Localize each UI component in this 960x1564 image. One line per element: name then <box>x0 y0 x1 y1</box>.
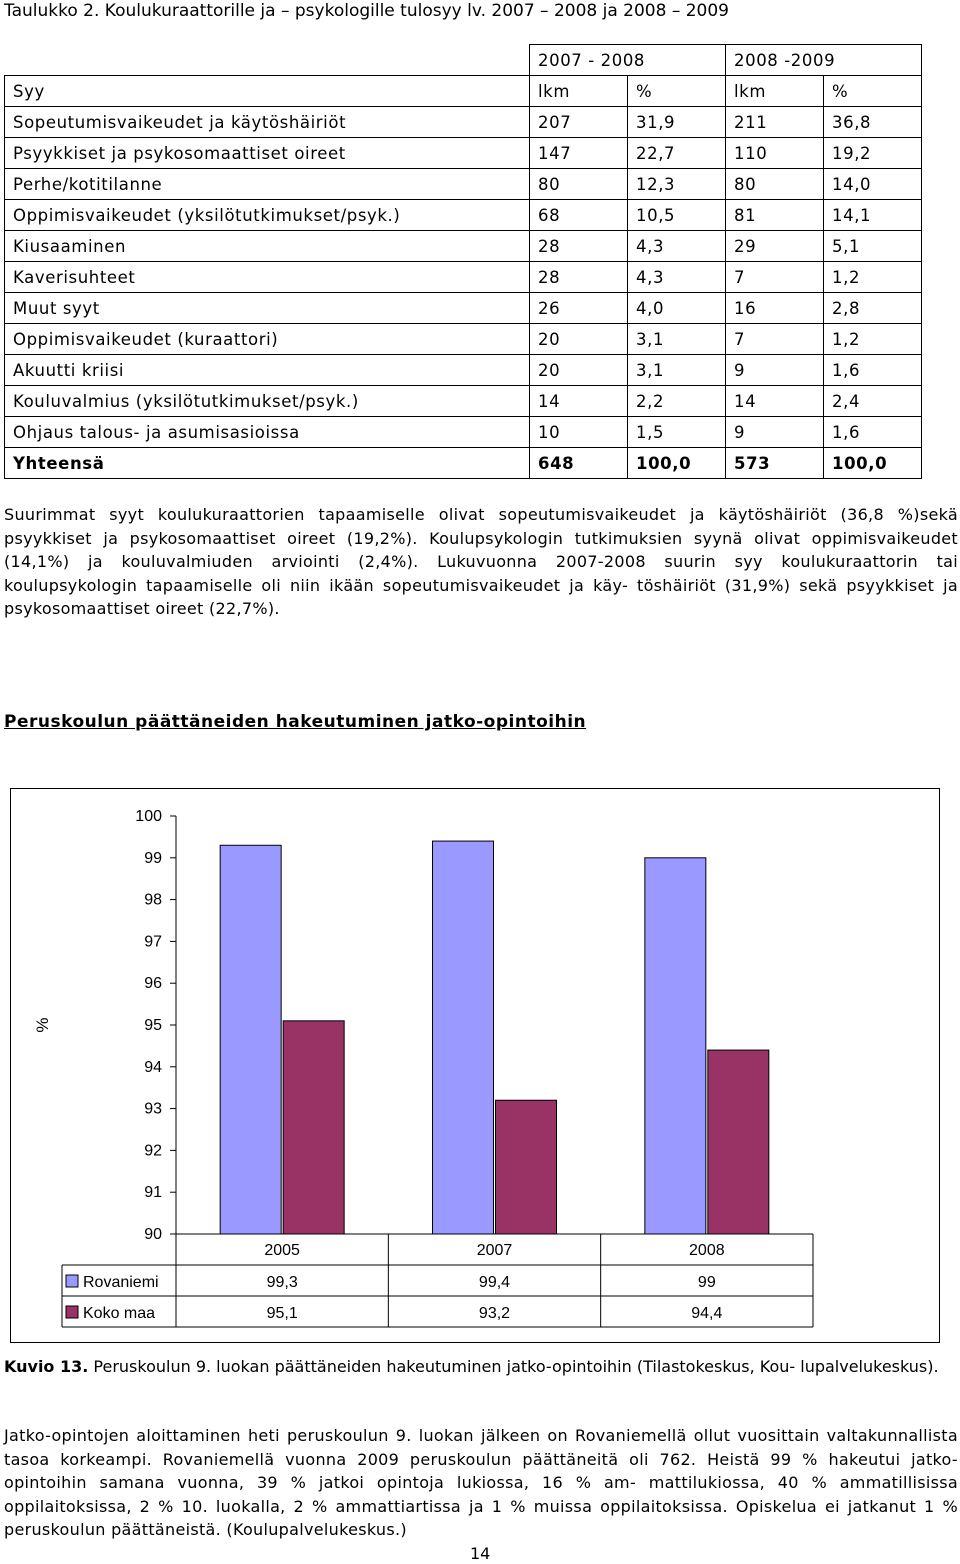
table-row-label: Oppimisvaikeudet (kuraattori) <box>5 324 530 355</box>
table-row-label: Kiusaaminen <box>5 231 530 262</box>
table-row-label: Ohjaus talous- ja asumisasioissa <box>5 417 530 448</box>
table-cell: 1,2 <box>824 262 922 293</box>
figure-caption <box>4 1355 958 1378</box>
table-row-label: Perhe/kotitilanne <box>5 169 530 200</box>
figure-caption-label: Kuvio 13. <box>4 1357 89 1376</box>
chart-svg <box>10 788 940 1343</box>
section-title: Peruskoulun päättäneiden hakeutuminen jatko-opintoihin <box>4 712 587 732</box>
y-tick-label: 95 <box>144 1017 162 1034</box>
table-cell: 211 <box>726 107 824 138</box>
bar-koko-maa <box>496 1100 557 1234</box>
data-label: 99,3 <box>266 1274 298 1291</box>
table-column-header: lkm <box>530 76 628 107</box>
bar-rovaniemi <box>433 841 494 1234</box>
legend-label: Rovaniemi <box>83 1274 159 1291</box>
jatko-opinnot-chart <box>10 788 940 1343</box>
table-row <box>5 293 922 324</box>
table-cell: 7 <box>726 324 824 355</box>
page-number: 14 <box>470 1544 491 1563</box>
table-cell: 5,1 <box>824 231 922 262</box>
table-caption: Taulukko 2. Koulukuraattorille ja – psykologille tulosyy lv. 2007 – 2008 ja 2008 – 2009 <box>4 1 729 21</box>
table-row-label: Akuutti kriisi <box>5 355 530 386</box>
table-cell: 4,0 <box>628 293 726 324</box>
table-cell: 110 <box>726 138 824 169</box>
table-cell: 10 <box>530 417 628 448</box>
table-column-header: lkm <box>726 76 824 107</box>
y-tick-label: 92 <box>144 1142 162 1160</box>
y-axis-label: % <box>33 1017 52 1033</box>
table-column-header-row <box>5 76 922 107</box>
data-label: 95,1 <box>266 1305 298 1322</box>
table-row-label: Sopeutumisvaikeudet ja käytöshäiriöt <box>5 107 530 138</box>
table-cell: 20 <box>530 355 628 386</box>
bar-rovaniemi <box>645 858 706 1234</box>
y-tick-label: 96 <box>144 975 162 993</box>
table-cell: 19,2 <box>824 138 922 169</box>
y-tick-label: 100 <box>135 808 162 825</box>
table-cell: 207 <box>530 107 628 138</box>
table-row-label: Kouluvalmius (yksilötutkimukset/psyk.) <box>5 386 530 417</box>
table-cell: 2,2 <box>628 386 726 417</box>
table-cell: 36,8 <box>824 107 922 138</box>
table-row <box>5 169 922 200</box>
table-cell: 7 <box>726 262 824 293</box>
table-period-header-row <box>5 45 922 76</box>
table-row-label: Psyykkiset ja psykosomaattiset oireet <box>5 138 530 169</box>
table-row-label: Muut syyt <box>5 293 530 324</box>
table-row <box>5 200 922 231</box>
table-cell: 3,1 <box>628 324 726 355</box>
table-cell: 31,9 <box>628 107 726 138</box>
table-row-label: Kaverisuhteet <box>5 262 530 293</box>
bar-koko-maa <box>283 1021 344 1234</box>
table-cell: 22,7 <box>628 138 726 169</box>
table-cell: 2,4 <box>824 386 922 417</box>
table-total-cell: 100,0 <box>628 448 726 479</box>
table-cell: 14,1 <box>824 200 922 231</box>
table-row <box>5 386 922 417</box>
table-row <box>5 355 922 386</box>
data-label: 99,4 <box>478 1274 511 1291</box>
table-cell: 14 <box>530 386 628 417</box>
table-corner-cell <box>5 45 530 76</box>
x-category-label: 2008 <box>689 1242 725 1259</box>
bar-rovaniemi <box>220 845 281 1234</box>
table-cell: 68 <box>530 200 628 231</box>
table-cell: 80 <box>530 169 628 200</box>
table-row <box>5 138 922 169</box>
table-row-label: Oppimisvaikeudet (yksilötutkimukset/psyk.) <box>5 200 530 231</box>
data-label: 99 <box>697 1274 716 1291</box>
table-cell: 1,2 <box>824 324 922 355</box>
table-cell: 20 <box>530 324 628 355</box>
y-tick-label: 99 <box>144 849 162 867</box>
table-column-header: Syy <box>5 76 530 107</box>
table-cell: 80 <box>726 169 824 200</box>
legend-swatch-koko-maa <box>66 1306 78 1318</box>
table-period-header: 2008 -2009 <box>726 45 922 76</box>
table-cell: 2,8 <box>824 293 922 324</box>
table-cell: 1,6 <box>824 355 922 386</box>
tulosyy-table <box>4 44 922 479</box>
table-cell: 1,6 <box>824 417 922 448</box>
table-total-cell: 100,0 <box>824 448 922 479</box>
data-label: 94,4 <box>691 1305 723 1322</box>
legend-label: Koko maa <box>83 1305 156 1322</box>
table-row <box>5 324 922 355</box>
x-category-label: 2005 <box>264 1242 300 1259</box>
table-cell: 26 <box>530 293 628 324</box>
table-total-cell: 648 <box>530 448 628 479</box>
figure-caption-text: Peruskoulun 9. luokan päättäneiden hakeutuminen jatko-opintoihin (Tilastokeskus, Kou- lupalvelukeskus). <box>88 1357 939 1376</box>
table-cell: 29 <box>726 231 824 262</box>
table-total-cell: 573 <box>726 448 824 479</box>
bar-koko-maa <box>708 1050 769 1234</box>
table-cell: 14 <box>726 386 824 417</box>
table-cell: 81 <box>726 200 824 231</box>
table-cell: 9 <box>726 417 824 448</box>
table-total-label: Yhteensä <box>5 448 530 479</box>
table-cell: 4,3 <box>628 231 726 262</box>
table-cell: 10,5 <box>628 200 726 231</box>
table-cell: 28 <box>530 262 628 293</box>
y-tick-label: 91 <box>144 1184 162 1202</box>
y-tick-label: 97 <box>144 933 162 951</box>
table-cell: 1,5 <box>628 417 726 448</box>
paragraph-jatko-opinnot: Jatko-opintojen aloittaminen heti peruskoulun 9. luokan jälkeen on Rovaniemellä ollut vuosittain valtakunnallista tasoa korkeampi. Rovaniemellä vuonna 2009 peruskoulun päättäneitä oli 762. Heistä 99 % hakeutui jatko-opintoihin samana vuonna, 39 % jatkoi opintoja lukiossa, 16 % am- mattilukiossa, 40 % ammatillisissa oppilaitoksissa, 2 % 10. luokalla, 2 % ammattiartissa ja 1 % muissa oppilaitoksissa. Opiskelua ei jatkanut 1 % peruskoulun päättäneistä. (Koulupalvelukeskus.) <box>4 1426 958 1539</box>
table-row <box>5 107 922 138</box>
table-row <box>5 262 922 293</box>
legend-swatch-rovaniemi <box>66 1275 78 1287</box>
y-tick-label: 98 <box>144 891 162 909</box>
x-category-label: 2007 <box>476 1242 513 1259</box>
table-cell: 16 <box>726 293 824 324</box>
table-row <box>5 231 922 262</box>
table-period-header: 2007 - 2008 <box>530 45 726 76</box>
y-tick-label: 93 <box>144 1100 162 1118</box>
data-label: 93,2 <box>478 1305 511 1322</box>
table-cell: 3,1 <box>628 355 726 386</box>
paragraph-tulosyyt: Suurimmat syyt koulukuraattorien tapaamiselle olivat sopeutumisvaikeudet ja käytöshäiriöt (36,8 %)sekä psyykkiset ja psykosomaattiset oireet (19,2%). Koulupsykologin tutkimuksien syynä olivat oppimisvaikeudet (14,1%) ja kouluvalmiuden arviointi (2,4%). Lukuvuonna 2007-2008 suurin syy koulukuraattorin tai koulupsykologin tapaamiselle oli niin ikään sopeutumisvaikeudet ja käy- töshäiriöt (31,9%) sekä psyykkiset ja psykosomaattiset oireet (22,7%). <box>4 505 958 618</box>
table-cell: 14,0 <box>824 169 922 200</box>
table-column-header: % <box>824 76 922 107</box>
table-cell: 147 <box>530 138 628 169</box>
table-total-row <box>5 448 922 479</box>
table-cell: 12,3 <box>628 169 726 200</box>
table-cell: 4,3 <box>628 262 726 293</box>
table-column-header: % <box>628 76 726 107</box>
table-cell: 9 <box>726 355 824 386</box>
y-tick-label: 94 <box>144 1058 162 1076</box>
table-row <box>5 417 922 448</box>
y-tick-label: 90 <box>144 1226 162 1243</box>
table-cell: 28 <box>530 231 628 262</box>
